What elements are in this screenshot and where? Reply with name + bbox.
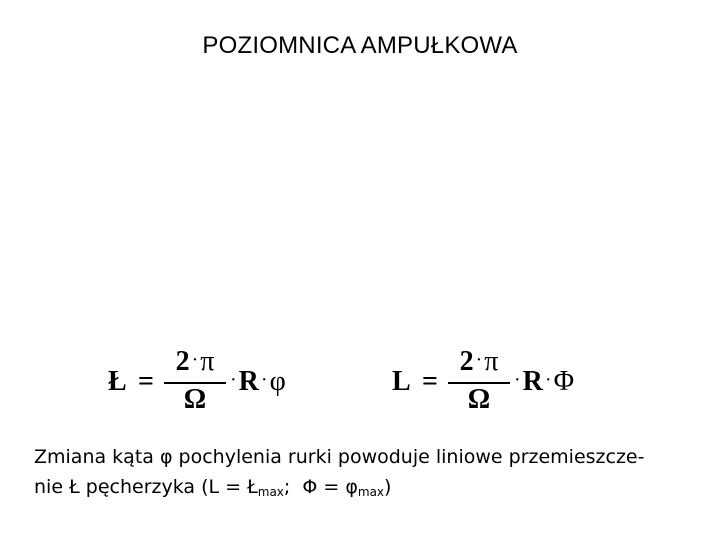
- caption-line-2: [34, 472, 694, 502]
- caption: [34, 442, 694, 502]
- numerator-two: 2: [459, 346, 474, 377]
- fraction-denominator: Ω: [467, 384, 491, 415]
- rhs-angle: Φ: [553, 366, 575, 397]
- formula-fraction: [164, 344, 226, 420]
- formula-fraction: [448, 344, 510, 420]
- formula-bubble-displacement: [108, 344, 308, 420]
- formula-rhs: [228, 366, 286, 398]
- numerator-pi: π: [484, 346, 499, 377]
- caption-line-2-end: ): [384, 476, 392, 498]
- rhs-radius: R: [522, 366, 543, 397]
- slide-title: POZIOMNICA AMPUŁKOWA: [202, 32, 518, 59]
- numerator-dot: ·: [475, 349, 483, 371]
- subscript-max: max: [357, 485, 385, 499]
- formula-max-displacement: [392, 344, 592, 420]
- rhs-dot-2: ·: [260, 369, 268, 391]
- caption-line-2-start: nie Ł pęcherzyka (L = Ł: [34, 476, 258, 498]
- rhs-angle: φ: [269, 366, 286, 397]
- numerator-two: 2: [175, 346, 190, 377]
- fraction-denominator: Ω: [183, 384, 207, 415]
- rhs-dot-1: ·: [230, 369, 237, 391]
- formula-equals: =: [422, 366, 438, 397]
- rhs-dot-1: ·: [514, 369, 521, 391]
- subscript-max: max: [257, 485, 284, 499]
- formula-lhs: L: [392, 366, 411, 397]
- fraction-numerator: [164, 346, 226, 378]
- numerator-pi: π: [200, 346, 215, 377]
- caption-line-1: Zmiana kąta φ pochylenia rurki powoduje liniowe przemieszcze-: [34, 446, 645, 468]
- numerator-dot: ·: [191, 349, 199, 371]
- rhs-radius: R: [238, 366, 259, 397]
- rhs-dot-2: ·: [544, 369, 552, 391]
- fraction-numerator: [448, 346, 510, 378]
- formula-rhs: [512, 366, 574, 398]
- formula-lhs: Ł: [108, 366, 127, 397]
- formula-equals: =: [138, 366, 154, 397]
- caption-line-2-mid: ; Φ = φ: [283, 476, 358, 498]
